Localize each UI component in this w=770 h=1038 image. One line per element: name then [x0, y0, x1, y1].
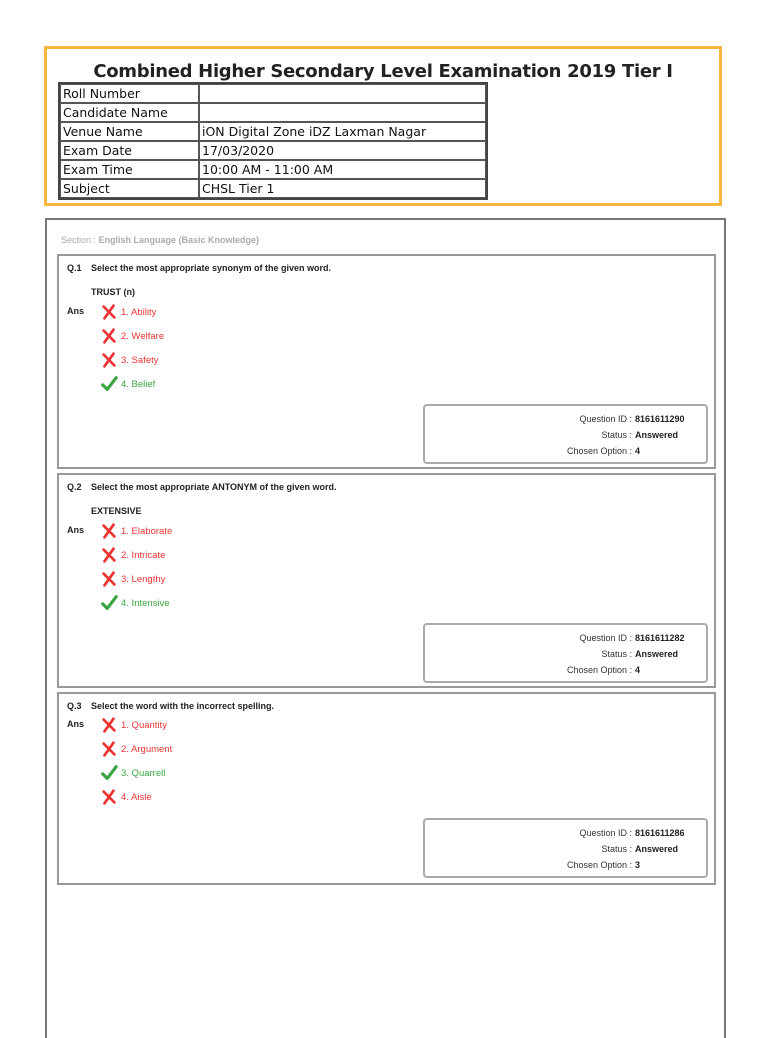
status-row [601, 430, 679, 440]
option [100, 763, 165, 783]
question-number: Q.3 [67, 701, 82, 711]
option-text: 2. Intricate [121, 549, 166, 561]
option [100, 715, 167, 735]
option-text: 1. Quantity [121, 719, 167, 731]
question-card [57, 473, 716, 688]
option-text: 4. Intensive [121, 597, 170, 609]
question-word: TRUST (n) [91, 287, 135, 297]
chosen-option-value: 4 [635, 665, 641, 675]
ans-label: Ans [67, 306, 85, 316]
check-icon [100, 594, 118, 612]
chosen-option-label: Chosen Option : [566, 665, 632, 675]
status-value: Answered [635, 649, 679, 659]
info-label: Candidate Name [60, 103, 199, 122]
question-card [57, 254, 716, 469]
option [100, 593, 170, 613]
option-text: 3. Quarrell [121, 767, 166, 779]
question-number: Q.2 [67, 482, 82, 492]
exam-header [44, 46, 722, 206]
info-value: 17/03/2020 [199, 141, 486, 160]
cross-icon [100, 303, 118, 321]
ans-label: Ans [67, 525, 85, 535]
question-text: Select the word with the incorrect spelling. [91, 701, 275, 711]
chosen-option-row [566, 665, 641, 675]
info-row [60, 84, 486, 103]
chosen-option-value: 4 [635, 446, 641, 456]
info-row [60, 141, 486, 160]
option [100, 521, 172, 541]
question-id-row [579, 828, 685, 838]
option-text: 2. Welfare [121, 330, 165, 342]
status-row [601, 649, 679, 659]
info-label: Venue Name [60, 122, 199, 141]
chosen-option-value: 3 [635, 860, 641, 870]
cross-icon [100, 788, 118, 806]
section-name: English Language (Basic Knowledge) [98, 235, 260, 245]
status-row [601, 844, 679, 854]
cross-icon [100, 716, 118, 734]
option [100, 326, 164, 346]
chosen-option-row [566, 860, 641, 870]
question-id-row [579, 414, 685, 424]
info-value: iON Digital Zone iDZ Laxman Nagar [199, 122, 486, 141]
question-card [57, 692, 716, 885]
info-label: Exam Date [60, 141, 199, 160]
info-value [199, 84, 486, 103]
question-id-label: Question ID : [579, 828, 632, 838]
question-meta [423, 404, 708, 464]
info-row [60, 179, 486, 198]
info-value: 10:00 AM - 11:00 AM [199, 160, 486, 179]
exam-title: Combined Higher Secondary Level Examination 2019 Tier I [93, 61, 673, 82]
question-word: EXTENSIVE [91, 506, 142, 516]
cross-icon [100, 351, 118, 369]
ans-label: Ans [67, 719, 85, 729]
question-id-label: Question ID : [579, 633, 632, 643]
cross-icon [100, 546, 118, 564]
status-label: Status : [601, 430, 632, 440]
info-label: Exam Time [60, 160, 199, 179]
option [100, 302, 156, 322]
question-id-label: Question ID : [579, 414, 632, 424]
chosen-option-label: Chosen Option : [566, 446, 632, 456]
question-id-value: 8161611286 [635, 828, 685, 838]
chosen-option-label: Chosen Option : [566, 860, 632, 870]
question-id-value: 8161611282 [635, 633, 685, 643]
option-text: 1. Elaborate [121, 525, 173, 537]
info-value [199, 103, 486, 122]
info-row [60, 160, 486, 179]
cross-icon [100, 740, 118, 758]
option-text: 4. Aisle [121, 791, 152, 803]
status-value: Answered [635, 430, 679, 440]
option [100, 350, 159, 370]
info-label: Roll Number [60, 84, 199, 103]
option [100, 569, 165, 589]
status-label: Status : [601, 844, 632, 854]
chosen-option-row [566, 446, 641, 456]
section-prefix: Section : [61, 235, 99, 245]
question-meta [423, 623, 708, 683]
section-label [61, 235, 259, 245]
cross-icon [100, 522, 118, 540]
question-header [67, 263, 331, 273]
cross-icon [100, 327, 118, 345]
option [100, 545, 165, 565]
option [100, 374, 155, 394]
option-text: 3. Lengthy [121, 573, 166, 585]
question-id-value: 8161611290 [635, 414, 685, 424]
info-value: CHSL Tier 1 [199, 179, 486, 198]
option-text: 2. Argument [121, 743, 173, 755]
info-row [60, 103, 486, 122]
question-text: Select the most appropriate ANTONYM of the given word. [91, 482, 337, 492]
question-number: Q.1 [67, 263, 82, 273]
option-text: 3. Safety [121, 354, 159, 366]
status-label: Status : [601, 649, 632, 659]
response-sheet [45, 218, 726, 1038]
check-icon [100, 375, 118, 393]
question-header [67, 482, 337, 492]
info-row [60, 122, 486, 141]
cross-icon [100, 570, 118, 588]
info-label: Subject [60, 179, 199, 198]
question-meta [423, 818, 708, 878]
option [100, 787, 152, 807]
option-text: 1. Ability [121, 306, 157, 318]
option [100, 739, 172, 759]
question-header [67, 701, 274, 711]
question-id-row [579, 633, 685, 643]
candidate-info-table [58, 82, 488, 200]
question-text: Select the most appropriate synonym of the given word. [91, 263, 332, 273]
status-value: Answered [635, 844, 679, 854]
check-icon [100, 764, 118, 782]
option-text: 4. Belief [121, 378, 156, 390]
